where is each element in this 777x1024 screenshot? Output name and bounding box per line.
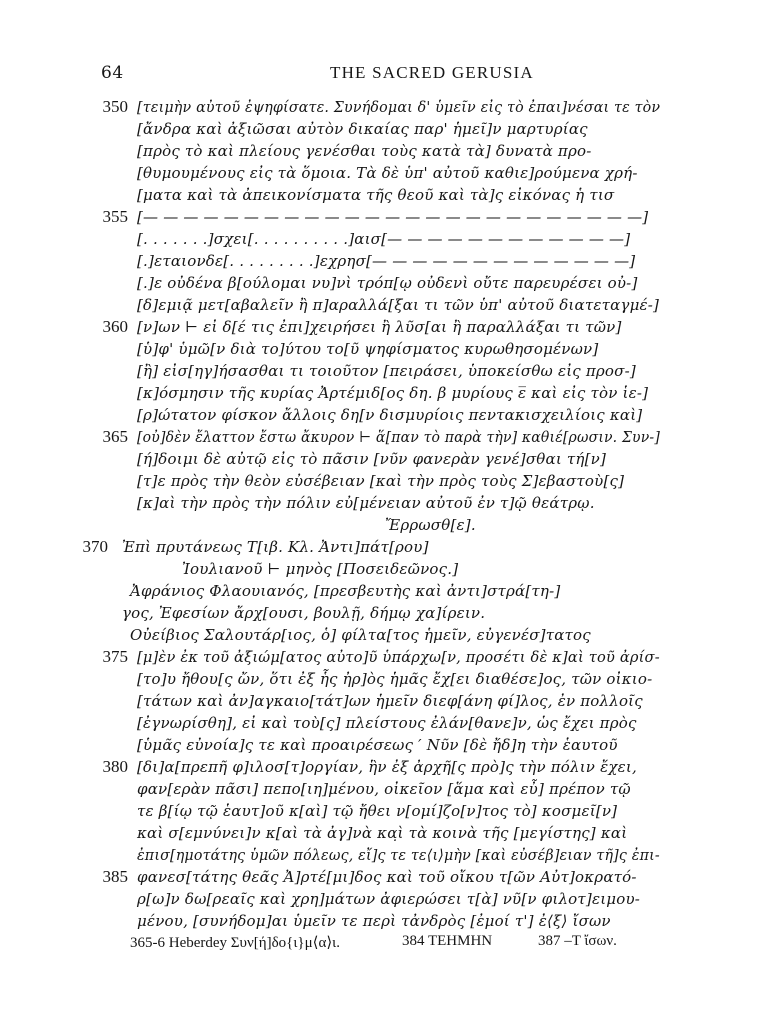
line-number: 375 (102, 647, 128, 666)
line-text: [.]εταιονδε[. . . . . . . . .]εχρησ[— — — — — — — — — — — — —] (137, 252, 636, 270)
line-number: 385 (102, 867, 128, 886)
line-text: [θυμουμένους εἰς τὰ ὅμοια. Τὰ δὲ ὑπ' αὐτοῦ καθιε]ρούμενα χρή- (137, 164, 638, 182)
text-line (0, 557, 777, 581)
text-line (0, 755, 777, 779)
line-text: τε β[ίῳ τῷ ἑαυτ]οῦ κ[αὶ] τῷ ἤθει ν[ομί]ζο[ν]τος τὸ] κοσμεῖ[ν] (137, 802, 618, 820)
text-line (0, 887, 777, 911)
text-line (0, 623, 777, 647)
line-number: 365 (102, 427, 128, 446)
critical-apparatus (0, 933, 777, 957)
text-line (0, 139, 777, 163)
line-text: [ρ]ώτατον φίσκον ἄλλοις δη[ν δισμυρίοις πεντακισχειλίοις καὶ] (137, 406, 643, 424)
line-text: καὶ σ[εμνύνει]ν κ[αὶ τὰ ἀγ]νὰ κα̣ὶ τὰ κοινὰ τῆς [μεγίστης] καὶ (137, 824, 628, 842)
line-text: Ἐπὶ πρυτάνεως Τ[ιβ. Κλ. Ἀντι]πάτ[ρου] (122, 538, 429, 556)
text-line (0, 315, 777, 339)
line-number: 380 (102, 757, 128, 776)
line-text: [πρὸς τὸ καὶ πλείους γενέσθαι τοὺς κατὰ τὰ] δυνατὰ προ- (137, 142, 592, 160)
text-line (0, 579, 777, 603)
line-text: μένου, [συνήδομ]αι ὑμεῖν τε περὶ τἀνδρὸς [ἐμοί τ'] ἐ⟨ξ⟩ ἴσων (137, 912, 611, 930)
apparatus-note: 365-6 Heberdey Συν[ή]δο{ι}μ⟨α⟩ι. (130, 935, 340, 951)
running-title: THE SACRED GERUSIA (330, 63, 534, 82)
text-line (0, 161, 777, 185)
line-text: [ἄνδρα καὶ ἀξιῶσαι αὐτὸν δικαίας παρ' ἡμεῖ]ν μαρτυρίας (137, 120, 588, 138)
line-text: [δ]εμιᾷ μετ[αβαλεῖν ἢ π]αραλλά[ξαι τι τῶν ὑπ' αὐτοῦ διατεταγμέ-] (137, 296, 660, 314)
text-line (0, 381, 777, 405)
text-line (0, 777, 777, 801)
text-line (0, 601, 777, 625)
line-text: [τάτων καὶ ἀν]αγκαιο[τάτ]ων ἡμεῖν διεφ[άνη φί]λος, ἐν πολλοῖς (137, 692, 643, 710)
text-line (0, 447, 777, 471)
text-line (0, 183, 777, 207)
text-line (0, 403, 777, 427)
text-line (0, 667, 777, 691)
line-text: [ἐγνωρίσθη], εἰ καὶ τοὺ[ς] πλείστους ἐλάν[θανε]ν, ὡς ἔχει πρὸς (137, 714, 637, 732)
text-line (0, 95, 777, 119)
line-text: φαν[ερὰν πᾶσι] πεπο[ιη]μένου, οἰκεῖον [ἅμα καὶ εὖ] πρέπον τῷ (137, 780, 631, 798)
line-text: [κ]αὶ τὴν πρὸς τὴν πόλιν εὐ[μένειαν αὐτοῦ ἐν τ]ῷ θεάτρῳ. (137, 494, 595, 512)
line-number: 370 (82, 537, 108, 556)
text-line (0, 645, 777, 669)
line-text: [το]υ ἤθου[ς ὤν, ὅτι ἐξ ἧς ἠρ]ὸς ἡμᾶς ἔχ[ει διαθέσε]ος, τῶν οἰκιο- (137, 670, 653, 688)
text-line (0, 337, 777, 361)
line-text: [ή]δοιμι δὲ αὐτῷ εἰς τὸ πᾶσιν [νῦν φανερὰν γενέ]σθαι τή[ν] (137, 450, 607, 468)
line-text: [— — — — — — — — — — — — — — — — — — — — — — — — —] (137, 208, 649, 226)
text-line (0, 359, 777, 383)
line-text: Ἔρρωσθ[ε]. (385, 516, 476, 534)
text-line (0, 821, 777, 845)
line-text: [οὐ]δὲν ἔλαττον ἔστω ἄκυρον ⊢ ἅ[παν τὸ παρὰ τὴν] καθιέ[ρωσιν. Συν-] (137, 428, 660, 446)
line-text: [μ]ὲν ἐκ τοῦ ἀξιώμ[ατος αὐτο]ῦ ὑπάρχω[ν, προσέτι δὲ κ]αὶ τοῦ ἀρίσ- (137, 648, 660, 666)
line-text: [τ]ε πρὸς τὴν θεὸν εὐσέβειαν [καὶ τὴν πρὸς τοὺς Σ]εβαστοὺ[ς] (137, 472, 625, 490)
text-line (0, 205, 777, 229)
line-text: Ἀφράνιος Φλαουιανός, [πρεσβευτὴς καὶ ἀντι]στρά[τη-] (130, 582, 561, 600)
line-text: [ἢ] εἰσ[ηγ]ήσασθαι τι τοιοῦτον [πειράσει, ὑποκείσθω εἰς προσ-] (137, 362, 636, 380)
text-line (0, 689, 777, 713)
page-number: 64 (101, 63, 124, 83)
line-text: φανεσ[τάτης θεᾶς Ἀ]ρτέ[μι]δος καὶ τοῦ οἴκου τ[ῶν Αὐτ]οκρατό- (137, 868, 637, 886)
line-text: γος, Ἐφεσίων ἄρχ[ουσι, βουλῇ, δήμῳ χα]ίρειν. (122, 604, 486, 622)
text-line (0, 271, 777, 295)
line-text: [δι]α[πρεπῆ φ]ιλοσ[τ]οργίαν, ἣν ἐξ ἀρχῆ[ς πρὸ]ς τὴν πόλιν ἔχει, (137, 758, 637, 776)
line-text: [.]ε οὐδένα β[ούλομαι νυ]νὶ τρόπ[ῳ οὐδενὶ οὔτε παρευρέσει οὐ-] (137, 274, 638, 292)
apparatus-note: 384 ΤΕΗΜΗΝ (402, 933, 493, 949)
text-line (0, 799, 777, 823)
line-text: Οὐείβιος Σαλουτάρ[ιος, ὁ] φίλτα[τος ἡμεῖν, εὐγενέσ]τατος (130, 626, 591, 644)
line-number: 350 (102, 97, 128, 116)
text-line (0, 117, 777, 141)
text-line (0, 865, 777, 889)
line-text: [ν]ων ⊢ εἰ δ[έ τις ἐπι]χειρήσει ἢ λῦσ[αι ἢ παραλλάξαι τι τῶν] (137, 318, 622, 336)
text-line (0, 535, 777, 559)
line-text: Ἰουλιανοῦ ⊢ μηνὸς [Ποσειδεῶνος.] (182, 560, 459, 578)
line-text: [κ]όσμησιν τῆς κυρίας Ἀρτέμιδ[ος δη. β μυρίους ε̅ καὶ εἰς τὸν ἱε-] (137, 384, 649, 402)
line-text: [ὑ]φ' ὑμῶ[ν διὰ το]ύτου το[ῦ ψηφίσματος κυρωθησομένων] (137, 340, 599, 358)
line-text: [τειμὴν αὐτοῦ ἐψηφίσατε. Συνήδομαι δ' ὑμεῖν εἰς τὸ ἐπαι]νέσαι τε τὸν (137, 98, 661, 116)
line-text: [. . . . . . .]σχει[. . . . . . . . . .]αισ[— — — — — — — — — — — —] (137, 230, 631, 248)
line-text: ἐπισ[ημοτάτης ὑμῶν πόλεως, εἴ]ς τε τε⟨ι⟩μὴν [καὶ εὐσέβ]ειαν τῆ]ς ἐπι- (137, 846, 660, 864)
text-line (0, 491, 777, 515)
line-number: 355 (102, 207, 128, 226)
text-line (0, 249, 777, 273)
text-line (0, 293, 777, 317)
line-number: 360 (102, 317, 128, 336)
text-line (0, 513, 777, 537)
apparatus-note: 387 –Τ ἴσων. (538, 933, 617, 949)
line-text: [ματα καὶ τὰ ἀπεικονίσματα τῆς θεοῦ καὶ τὰ]ς εἰκόνας ἡ τισ (137, 186, 615, 204)
text-line (0, 711, 777, 735)
text-line (0, 227, 777, 251)
text-line (0, 469, 777, 493)
text-line (0, 843, 777, 867)
text-line (0, 909, 777, 933)
line-text: ρ[ω]ν δω[ρεαῖς καὶ χρη]μάτων ἀφιερώσει τ[ὰ] νῦ[ν φιλοτ]ειμου- (137, 890, 641, 908)
text-line (0, 733, 777, 757)
text-line (0, 425, 777, 449)
line-text: [ὑμᾶς εὐνοία]ς τε καὶ προαιρέσεως ′ Νῦν [δὲ ἤδ]η τὴν ἑαυτοῦ (137, 736, 618, 754)
